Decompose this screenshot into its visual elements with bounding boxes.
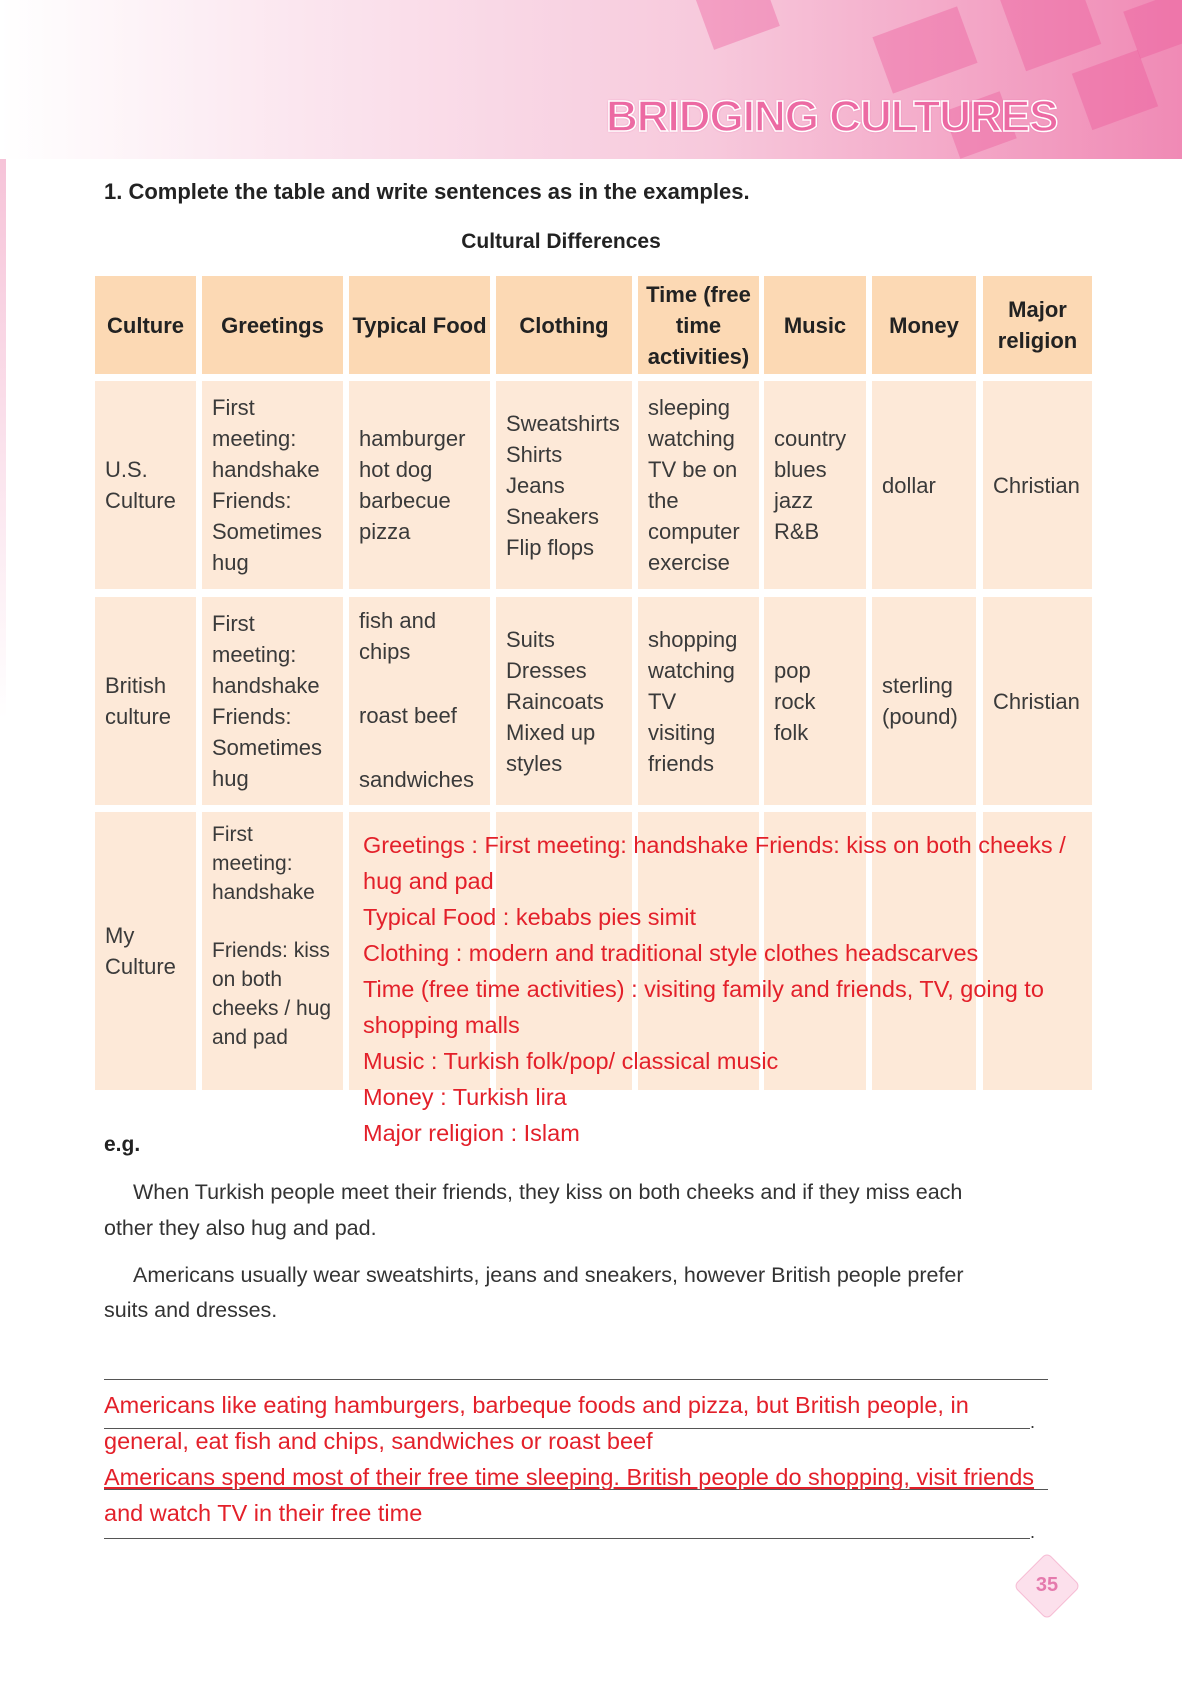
- answer-line: hug and pad: [363, 868, 494, 894]
- answer-line: Time (free time activities) : visiting family and friends, TV, going to: [363, 976, 1044, 1002]
- header-music: Music: [764, 276, 866, 374]
- british-greetings-cell: First meeting: handshake Friends: Sometimes hug: [202, 597, 343, 805]
- british-music-cell: pop rock folk: [764, 597, 866, 805]
- british-money-cell: sterling (pound): [872, 597, 976, 805]
- answer-line: Greetings : First meeting: handshake Friends: kiss on both cheeks /: [363, 832, 1066, 858]
- us-money-cell: dollar: [872, 381, 976, 589]
- my-greetings-cell: [202, 812, 343, 1090]
- example-text: suits and dresses.: [104, 1298, 278, 1322]
- table-caption: Cultural Differences: [461, 230, 661, 253]
- us-religion-cell: Christian: [983, 381, 1092, 589]
- british-food-item: fish and chips: [359, 608, 437, 664]
- line-period: .: [1030, 1522, 1036, 1542]
- british-religion-cell: Christian: [983, 597, 1092, 805]
- page-number: 35: [1035, 1574, 1059, 1596]
- british-food-item: sandwiches: [359, 767, 474, 792]
- answer-line: shopping malls: [363, 1012, 520, 1038]
- answer-sentence: general, eat fish and chips, sandwiches or roast beef: [104, 1428, 653, 1454]
- header-clothing: Clothing: [496, 276, 632, 374]
- british-clothing-cell: Suits Dresses Raincoats Mixed up styles: [496, 597, 632, 805]
- us-food-cell: hamburger hot dog barbecue pizza: [349, 381, 490, 589]
- us-greetings-cell: First meeting: handshake Friends: Sometimes hug: [202, 381, 343, 589]
- exercise-instruction: 1. Complete the table and write sentences as in the examples.: [104, 179, 750, 204]
- answer-line: Major religion : Islam: [363, 1120, 580, 1146]
- example-label: e.g.: [104, 1133, 141, 1156]
- writing-line: [104, 1379, 1048, 1380]
- header-typical-food: Typical Food: [349, 276, 490, 374]
- us-music-cell: country blues jazz R&B: [764, 381, 866, 589]
- us-time-cell: sleeping watching TV be on the computer exercise: [638, 381, 759, 589]
- header-time: Time (free time activities): [638, 276, 759, 374]
- answer-sentence: Americans spend most of their free time sleeping. British people do shopping, visit friends: [104, 1464, 1035, 1490]
- my-greetings-friends: Friends: kiss on both cheeks / hug and pad: [212, 939, 332, 1049]
- my-culture-cell: My Culture: [95, 812, 196, 1090]
- answer-sentence: and watch TV in their free time: [104, 1500, 423, 1526]
- answer-line: Clothing : modern and traditional style clothes headscarves: [363, 940, 979, 966]
- header-money: Money: [872, 276, 976, 374]
- us-culture-cell: U.S. Culture: [95, 381, 196, 589]
- british-culture-cell: British culture: [95, 597, 196, 805]
- my-greetings-first: First meeting: handshake: [212, 823, 315, 904]
- answer-line: Money : Turkish lira: [363, 1084, 567, 1110]
- example-text: other they also hug and pad.: [104, 1216, 377, 1240]
- example-text: Americans usually wear sweatshirts, jeans and sneakers, however British people prefer: [133, 1263, 964, 1287]
- answer-line: Music : Turkish folk/pop/ classical music: [363, 1048, 779, 1074]
- example-text: When Turkish people meet their friends, they kiss on both cheeks and if they miss each: [133, 1180, 963, 1204]
- answer-line: Typical Food : kebabs pies simit: [363, 904, 697, 930]
- british-food-item: roast beef: [359, 703, 457, 728]
- header-religion: Major religion: [983, 276, 1092, 374]
- line-period: .: [1030, 1412, 1036, 1432]
- us-clothing-cell: Sweatshirts Shirts Jeans Sneakers Flip flops: [496, 381, 632, 589]
- answer-sentence: Americans like eating hamburgers, barbeque foods and pizza, but British people, in: [104, 1392, 969, 1418]
- british-food-cell: [349, 597, 490, 805]
- header-greetings: Greetings: [202, 276, 343, 374]
- section-title: BRIDGING CULTURES: [606, 92, 1058, 141]
- british-time-cell: shopping watching TV visiting friends: [638, 597, 759, 805]
- writing-line: [104, 1538, 1030, 1539]
- header-culture: Culture: [95, 276, 196, 374]
